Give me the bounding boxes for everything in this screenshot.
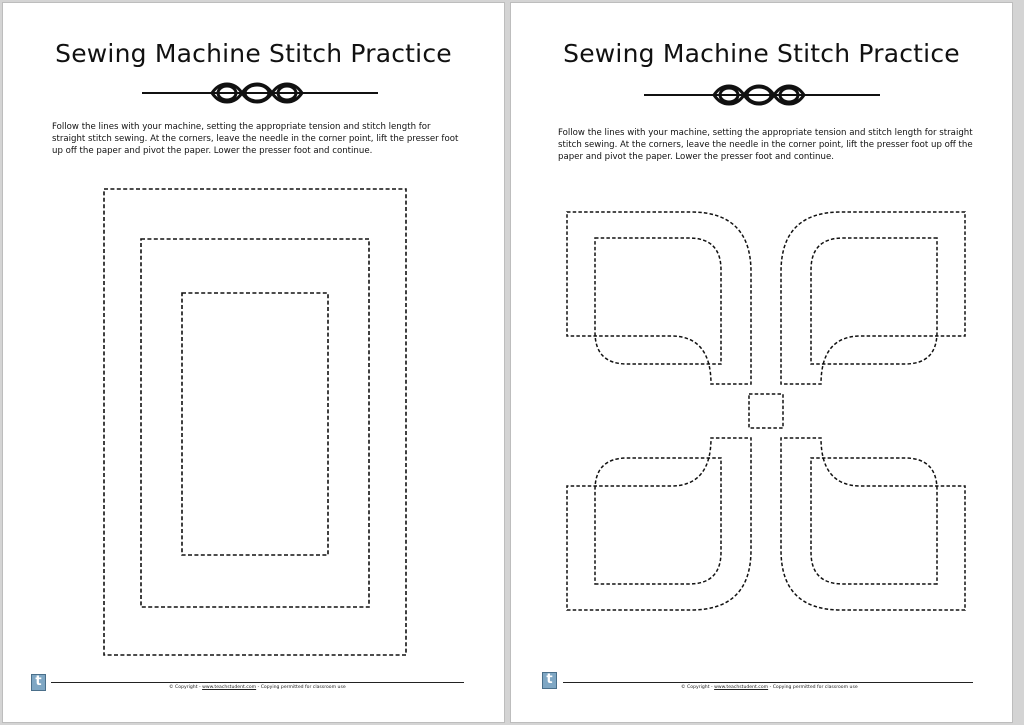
copyright-notice: © Copyright - www.teachstudent.com - Copying permitted for classroom use <box>681 685 858 690</box>
footer-divider <box>51 682 464 683</box>
instructions-text: Follow the lines with your machine, setting the appropriate tension and stitch length for straight stitch sewing. At the corners, leave the needle in the corner point, lift the presser foot up off the paper and pivot the paper. Lower the presser foot and continue. <box>558 128 973 163</box>
page-title: Sewing Machine Stitch Practice <box>55 39 452 68</box>
four-petal-quatrefoil-icon <box>561 206 971 616</box>
page-title: Sewing Machine Stitch Practice <box>563 39 960 68</box>
nested-rectangles-icon <box>98 183 413 663</box>
instructions-text: Follow the lines with your machine, setting the appropriate tension and stitch length for straight stitch sewing. At the corners, leave the needle in the corner point, lift the presser foot up off the paper and pivot the paper. Lower the presser foot and continue. <box>52 122 459 157</box>
footer-divider <box>563 682 973 683</box>
teachstudent-logo-icon: t <box>542 672 557 689</box>
decorative-knot-ornament-icon <box>644 81 880 109</box>
copyright-notice: © Copyright - www.teachstudent.com - Copying permitted for classroom use <box>169 685 346 690</box>
copyright-link[interactable]: www.teachstudent.com <box>714 685 769 690</box>
worksheet-page-rectangles <box>3 3 504 722</box>
teachstudent-logo-icon: t <box>31 674 46 691</box>
copyright-link[interactable]: www.teachstudent.com <box>202 685 257 690</box>
decorative-knot-ornament-icon <box>142 79 378 107</box>
worksheet-page-quatrefoil <box>511 3 1012 722</box>
